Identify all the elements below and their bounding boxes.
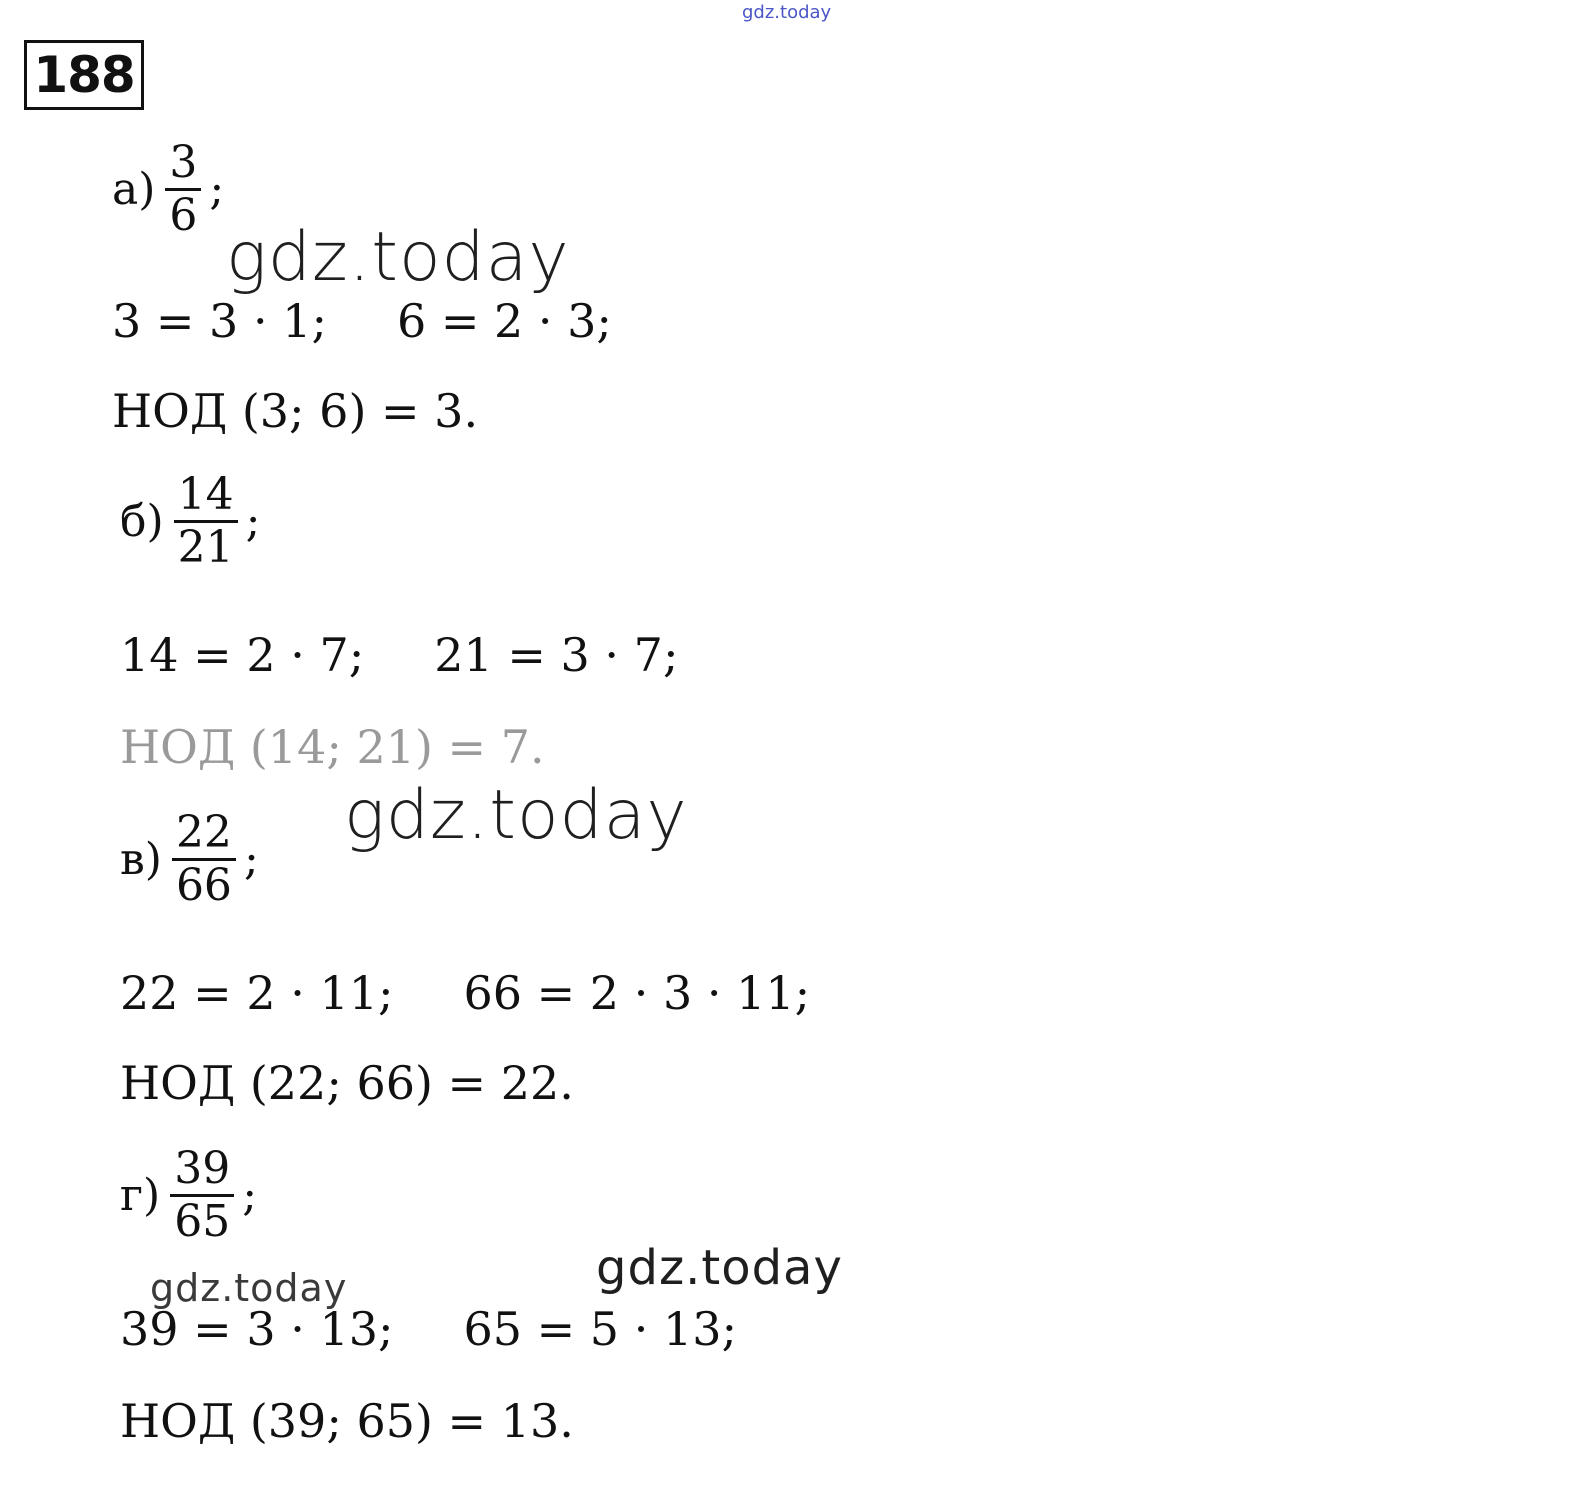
watermark-top: gdz.today — [742, 2, 832, 23]
watermark-3: gdz.today — [596, 1240, 843, 1296]
part-b-fraction — [174, 470, 238, 573]
part-b-gcd: НОД (14; 21) = 7. — [120, 720, 545, 774]
part-a-label: а) — [112, 163, 156, 215]
part-a-header — [112, 138, 224, 241]
part-b-factor-a: 14 = 2 · 7; — [120, 628, 365, 682]
watermark-4: gdz.today — [150, 1266, 348, 1310]
part-a-denominator: 6 — [169, 190, 198, 241]
part-d-header — [120, 1144, 257, 1247]
part-a-factor-b: 6 = 2 · 3; — [396, 294, 612, 348]
part-a-gcd: НОД (3; 6) = 3. — [112, 384, 479, 438]
part-a-factor-a: 3 = 3 · 1; — [112, 294, 327, 348]
part-d-factor-a: 39 = 3 · 13; — [120, 1302, 394, 1356]
part-c-fraction — [172, 808, 236, 911]
part-b-label: б) — [120, 495, 164, 547]
part-d-numerator: 39 — [174, 1143, 231, 1194]
part-d-semicolon: ; — [242, 1169, 258, 1221]
part-d-fraction — [170, 1144, 234, 1247]
part-a-semicolon: ; — [209, 163, 225, 215]
part-d-label: г) — [120, 1169, 161, 1221]
part-b-denominator: 21 — [177, 522, 234, 573]
part-d-denominator: 65 — [174, 1196, 231, 1247]
part-c-semicolon: ; — [243, 833, 259, 885]
part-b-factor-b: 21 = 3 · 7; — [434, 628, 679, 682]
part-c-factor-a: 22 = 2 · 11; — [120, 966, 394, 1020]
part-c-gcd: НОД (22; 66) = 22. — [120, 1056, 574, 1110]
part-b-header — [120, 470, 260, 573]
part-b-semicolon: ; — [245, 495, 261, 547]
part-b-numerator: 14 — [177, 469, 234, 520]
part-d-factorization — [120, 1302, 737, 1356]
part-c-numerator: 22 — [175, 807, 232, 858]
part-c-factorization — [120, 966, 811, 1020]
part-a-numerator: 3 — [169, 137, 198, 188]
part-a-fraction — [165, 138, 201, 241]
part-c-header — [120, 808, 259, 911]
part-c-label: в) — [120, 833, 162, 885]
watermark-2: gdz.today — [344, 776, 688, 855]
part-d-factor-b: 65 = 5 · 13; — [463, 1302, 737, 1356]
watermark-1: gdz.today — [226, 218, 570, 297]
part-c-denominator: 66 — [175, 860, 232, 911]
part-c-factor-b: 66 = 2 · 3 · 11; — [463, 966, 811, 1020]
part-a-factorization — [112, 294, 612, 348]
part-d-gcd: НОД (39; 65) = 13. — [120, 1394, 574, 1448]
part-b-factorization — [120, 628, 679, 682]
problem-number: 188 — [24, 40, 144, 110]
